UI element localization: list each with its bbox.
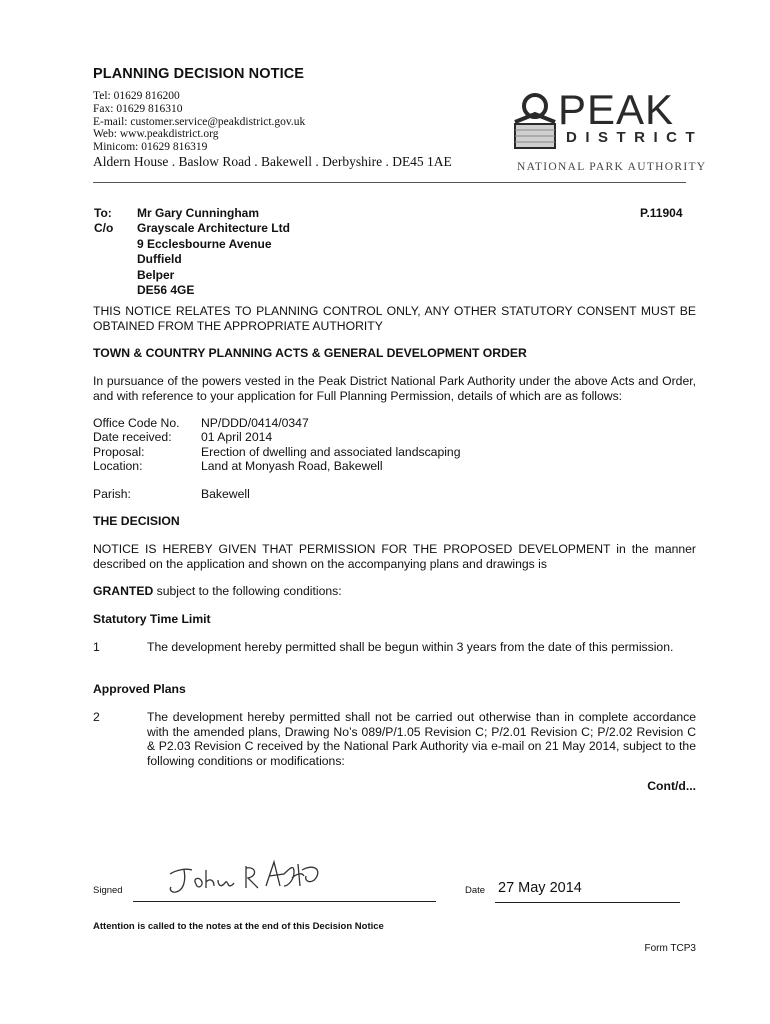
recipient-row — [94, 237, 290, 252]
co-label: C/o — [94, 221, 114, 236]
signature-line — [133, 901, 436, 902]
condition-number: 2 — [93, 710, 100, 724]
detail-value: NP/DDD/0414/0347 — [201, 416, 309, 430]
detail-row — [93, 430, 461, 444]
detail-label: Proposal: — [93, 444, 145, 459]
recipient-row — [94, 283, 290, 298]
contact-email: E-mail: customer.service@peakdistrict.gov.uk — [93, 115, 306, 128]
condition-text: The development hereby permitted shall be begun within 3 years from the date of this permission. — [147, 640, 674, 654]
decision-heading: THE DECISION — [93, 514, 180, 528]
heading-time-limit: Statutory Time Limit — [93, 612, 211, 626]
signed-label: Signed — [93, 885, 123, 896]
contact-fax: Fax: 01629 816310 — [93, 102, 183, 115]
detail-label: Office Code No. — [93, 416, 180, 430]
decision-paragraph: NOTICE IS HEREBY GIVEN THAT PERMISSION FOR THE PROPOSED DEVELOPMENT in the manner described on the application and shown on the accompanying plans and drawings is — [93, 542, 696, 571]
date-line — [495, 902, 680, 903]
detail-value: Land at Monyash Road, Bakewell — [201, 459, 383, 474]
recipient-row — [94, 206, 290, 221]
pursuance-paragraph: In pursuance of the powers vested in the Peak District National Park Authority under the above Acts and Order, and with reference to your application for Full Planning Permission, details of which are as follows: — [93, 374, 696, 403]
header-divider — [93, 182, 686, 183]
peak-district-logo-icon — [512, 92, 558, 154]
recipient-row — [94, 268, 290, 283]
recipient-row — [94, 252, 290, 267]
logo-district-text: DISTRICT — [566, 129, 704, 146]
detail-row — [93, 416, 461, 430]
reference-number: P.11904 — [640, 206, 683, 220]
date-label: Date — [465, 885, 486, 896]
contact-tel: Tel: 01629 816200 — [93, 90, 180, 102]
to-label: To: — [94, 206, 112, 220]
granted-keyword: GRANTED — [93, 584, 154, 598]
detail-row — [93, 445, 461, 459]
page-title: PLANNING DECISION NOTICE — [93, 66, 305, 82]
recipient-address-line: Duffield — [137, 252, 182, 267]
condition-text: The development hereby permitted shall not be carried out otherwise than in complete accordance with the amended plans, Drawing No’s 089/P/1.05 Revision C; P/2.01 Revision C; P/2.02 Revision C & P2.03 Revision C received by the National Park Authority via e-mail on 21 May 2014, subject to the following conditions or modifications: — [147, 710, 696, 768]
heading-approved-plans: Approved Plans — [93, 682, 186, 696]
statutory-notice: THIS NOTICE RELATES TO PLANNING CONTROL ONLY, ANY OTHER STATUTORY CONSENT MUST BE OBTAINED FROM THE APPROPRIATE AUTHORITY — [93, 304, 696, 333]
detail-value: Erection of dwelling and associated landscaping — [201, 444, 461, 459]
attention-note: Attention is called to the notes at the end of this Decision Notice — [93, 921, 384, 932]
acts-heading: TOWN & COUNTRY PLANNING ACTS & GENERAL DEVELOPMENT ORDER — [93, 346, 527, 360]
parish-label: Parish: — [93, 486, 131, 501]
detail-value: 01 April 2014 — [201, 430, 273, 445]
recipient-name: Mr Gary Cunningham — [137, 206, 260, 220]
granted-line — [93, 584, 696, 599]
form-code: Form TCP3 — [644, 943, 696, 954]
continued-label: Cont/d... — [647, 779, 696, 793]
decision-date: 27 May 2014 — [498, 880, 582, 896]
recipient-address-line: 9 Ecclesbourne Avenue — [137, 236, 272, 251]
logo-peak-text: PEAK — [558, 86, 675, 133]
authority-address: Aldern House . Baslow Road . Bakewell . Derbyshire . DE45 1AE — [93, 154, 452, 169]
parish-value: Bakewell — [201, 486, 250, 501]
recipient-row — [94, 221, 290, 236]
handwritten-signature — [166, 856, 326, 900]
recipient-postcode: DE56 4GE — [137, 283, 195, 298]
detail-label: Date received: — [93, 430, 172, 445]
contact-web: Web: www.peakdistrict.org — [93, 128, 219, 141]
contact-block — [93, 90, 305, 154]
logo-authority-text: NATIONAL PARK AUTHORITY — [517, 161, 707, 173]
condition-number: 1 — [93, 640, 100, 654]
detail-row — [93, 487, 461, 501]
recipient-company: Grayscale Architecture Ltd — [137, 221, 290, 236]
contact-minicom: Minicom: 01629 816319 — [93, 141, 208, 154]
application-details — [93, 416, 461, 501]
recipient-address-line: Belper — [137, 267, 175, 282]
detail-row — [93, 459, 461, 473]
granted-text: subject to the following conditions: — [153, 584, 342, 598]
recipient-block — [94, 206, 290, 298]
detail-label: Location: — [93, 459, 143, 474]
